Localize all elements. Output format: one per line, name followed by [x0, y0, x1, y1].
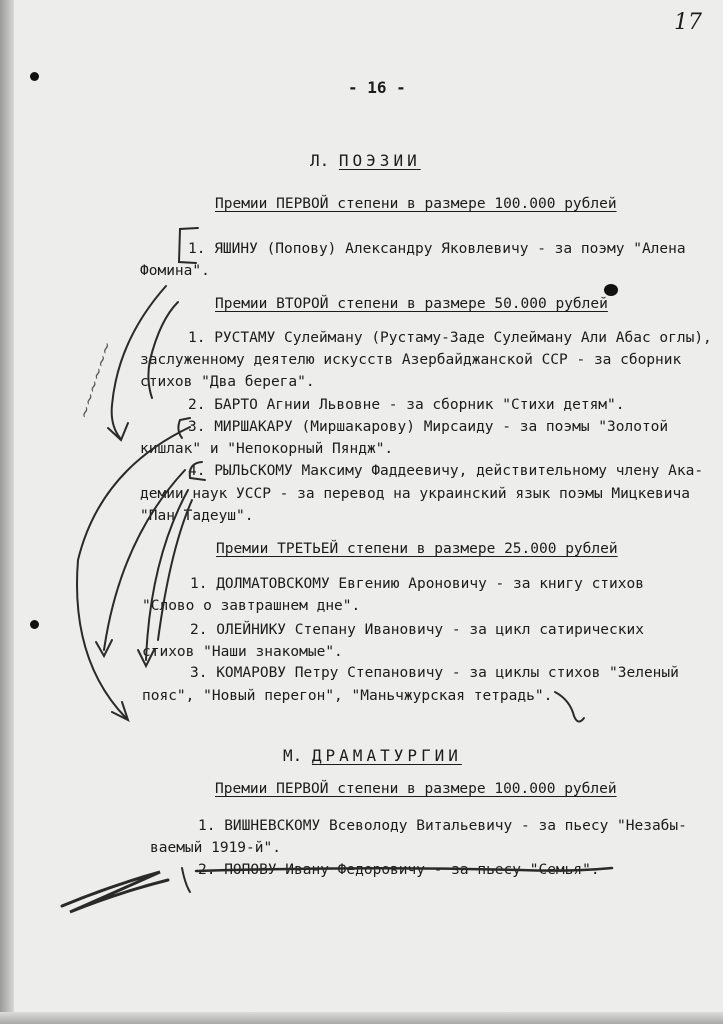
- section-name: ПОЭЗИИ: [338, 151, 421, 170]
- award-line: 1. ВИШНЕВСКОМУ Всеволоду Витальевичу - за пьесу "Незабы-: [198, 818, 687, 834]
- page-number: - 16 -: [348, 78, 406, 97]
- section-letter: М.: [283, 746, 303, 765]
- bracket-mark: [179, 228, 198, 263]
- heading-poetry-second: Премии ВТОРОЙ степени в размере 50.000 рублей: [215, 296, 608, 312]
- award-line-struck: 2. ПОПОВУ Ивану Федоровичу - за пьесу "Семья".: [198, 862, 600, 878]
- award-line: демии наук УССР - за перевод на украинский язык поэмы Мицкевича: [140, 486, 690, 502]
- award-line: заслуженному деятелю искусств Азербайджанской ССР - за сборник: [140, 352, 682, 368]
- strike-scribble: [182, 868, 190, 892]
- heading-poetry-first: Премии ПЕРВОЙ степени в размере 100.000 рублей: [215, 196, 617, 212]
- award-line: "Слово о завтрашнем дне".: [142, 598, 361, 614]
- award-line: 3. КОМАРОВУ Петру Степановичу - за циклы стихов "Зеленый: [190, 665, 679, 681]
- award-line: стихов "Два берега".: [140, 374, 315, 390]
- margin-note-icon: ~~~~~~: [73, 338, 117, 422]
- award-line: пояс", "Новый перегон", "Маньчжурская тетрадь".: [142, 688, 553, 704]
- award-line: 4. РЫЛЬСКОМУ Максиму Фаддеевичу, действительному члену Ака-: [188, 463, 704, 479]
- award-line: 1. ДОЛМАТОВСКОМУ Евгению Ароновичу - за книгу стихов: [190, 576, 644, 592]
- section-letter: Л.: [310, 151, 330, 170]
- award-line: 1. ЯШИНУ (Попову) Александру Яковлевичу - за поэму "Алена: [188, 241, 686, 257]
- arrow-curve: [146, 490, 188, 660]
- arrow-curve: [112, 286, 166, 438]
- award-line: 2. БАРТО Агнии Львовне - за сборник "Стихи детям".: [188, 397, 625, 413]
- corner-page-number: 17: [674, 10, 702, 35]
- strike-scribble: [62, 872, 168, 912]
- award-line: Фомина".: [140, 263, 210, 279]
- award-line: кишлак" и "Непокорный Пяндж".: [140, 441, 394, 457]
- ink-blot: [604, 284, 618, 296]
- section-name: ДРАМАТУРГИИ: [311, 746, 462, 765]
- heading-drama-first: Премии ПЕРВОЙ степени в размере 100.000 рублей: [215, 781, 617, 797]
- award-line: 1. РУСТАМУ Сулейману (Рустаму-Заде Сулейману Али Абас оглы),: [188, 330, 712, 346]
- award-line: ваемый 1919-й".: [150, 840, 281, 856]
- award-line: 2. ОЛЕЙНИКУ Степану Ивановичу - за цикл сатирических: [190, 622, 644, 638]
- heading-poetry-third: Премии ТРЕТЬЕЙ степени в размере 25.000 рублей: [216, 541, 618, 557]
- arrow-curve: [158, 500, 192, 640]
- checkmark: [555, 692, 584, 722]
- arrow-head: [108, 423, 128, 440]
- award-line: 3. МИРШАКАРУ (Миршакарову) Мирсаиду - за поэмы "Золотой: [188, 419, 669, 435]
- strike-line: [196, 868, 612, 871]
- award-line: стихов "Наши знакомые".: [142, 644, 343, 660]
- arrow-curve: [77, 427, 190, 718]
- bracket-mark: [190, 462, 205, 480]
- squiggle-mark: [148, 302, 178, 398]
- award-line: "Пан Тадеуш".: [140, 508, 254, 524]
